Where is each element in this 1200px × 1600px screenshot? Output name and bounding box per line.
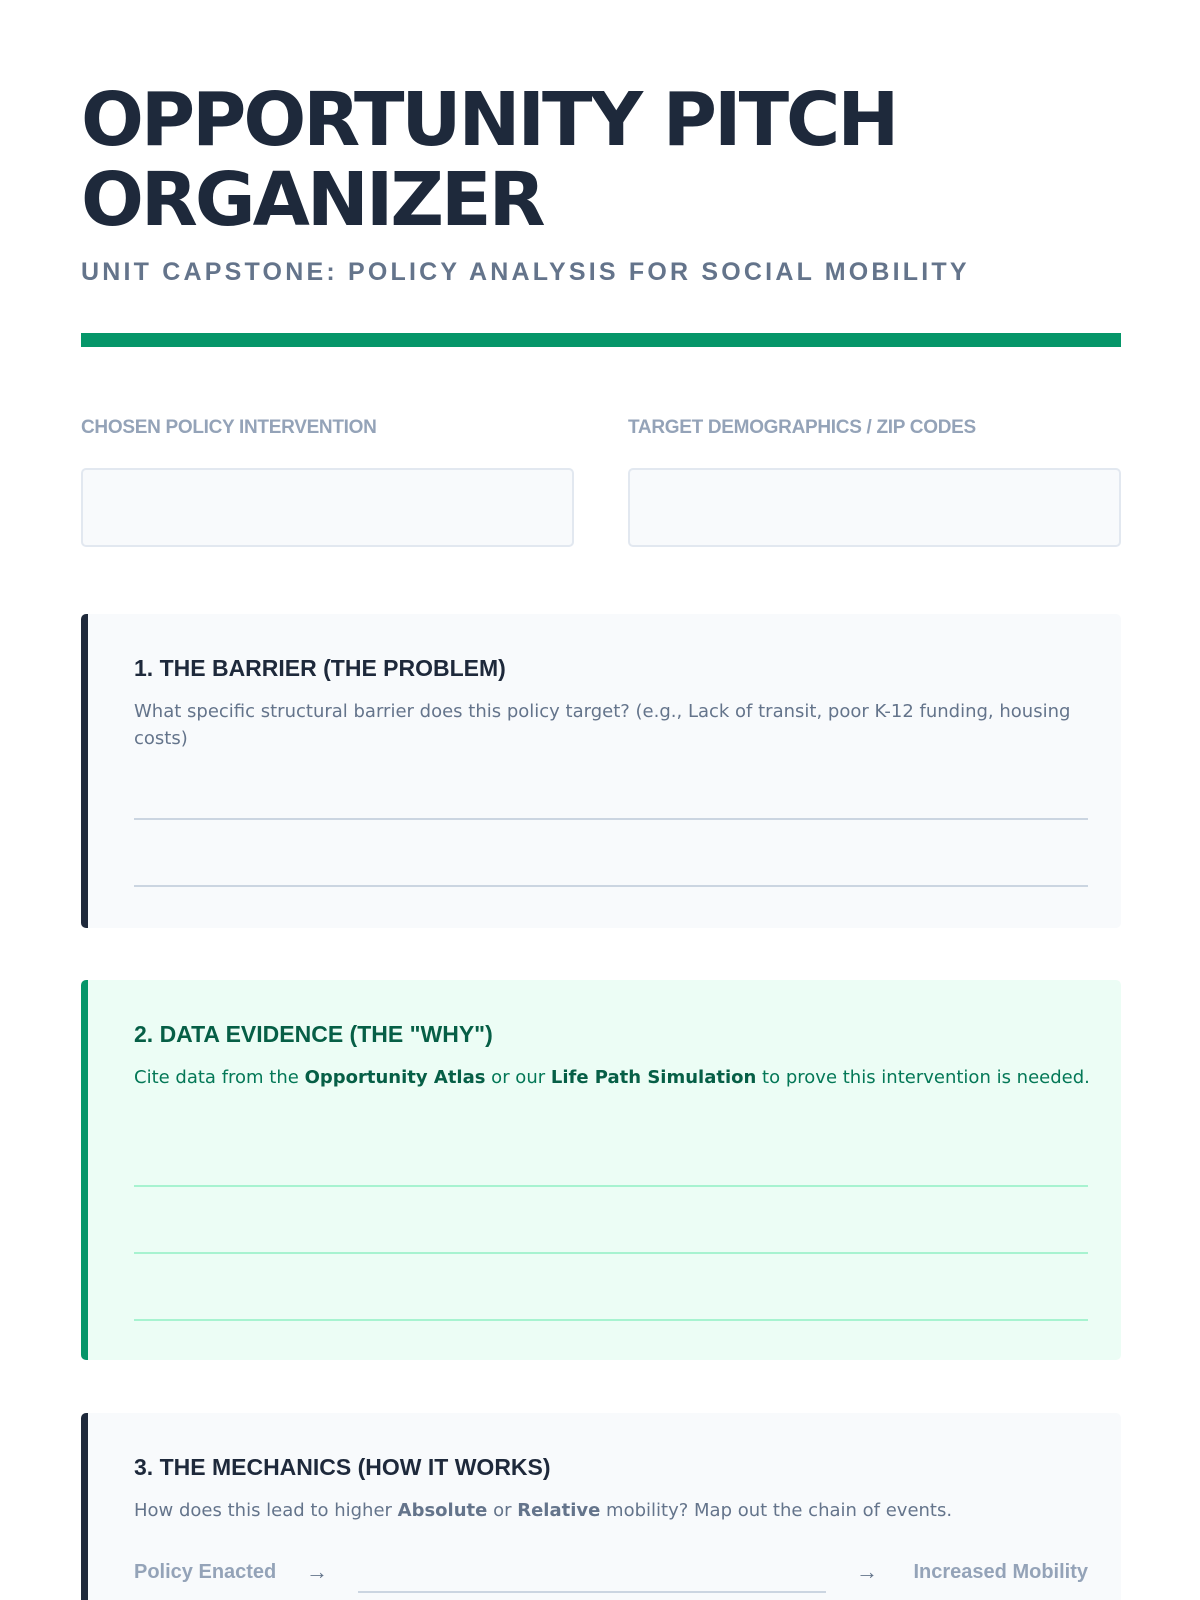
evidence-source-simulation: Life Path Simulation <box>550 1067 757 1088</box>
evidence-description: Cite data from the Opportunity Atlas or our Life Path Simulation to prove this intervention is needed. <box>134 1067 1090 1088</box>
evidence-writing-line-3[interactable] <box>134 1319 1088 1321</box>
policy-field-group <box>81 416 574 547</box>
section-evidence <box>81 980 1121 1360</box>
mechanics-flow-chain <box>134 1559 1088 1593</box>
mechanics-description: How does this lead to higher Absolute or Relative mobility? Map out the chain of events. <box>134 1500 953 1521</box>
section-barrier <box>81 614 1121 928</box>
barrier-description: What specific structural barrier does this policy target? (e.g., Lack of transit, poor K-12 funding, housing costs) <box>134 701 1071 749</box>
barrier-heading: 1. THE BARRIER (THE PROBLEM) <box>134 655 506 681</box>
flow-start-label: Policy Enacted <box>134 1561 277 1583</box>
arrow-right-icon: → <box>306 1559 328 1584</box>
target-field-label: TARGET DEMOGRAPHICS / ZIP CODES <box>628 417 976 438</box>
target-input-box[interactable] <box>628 468 1121 547</box>
flow-end-label: Increased Mobility <box>913 1561 1088 1583</box>
page-subtitle: UNIT CAPSTONE: POLICY ANALYSIS FOR SOCIAL MOBILITY <box>81 258 970 286</box>
evidence-writing-line-1[interactable] <box>134 1185 1088 1187</box>
evidence-heading: 2. DATA EVIDENCE (THE "WHY") <box>134 1021 493 1047</box>
policy-input-box[interactable] <box>81 468 574 547</box>
header-divider <box>81 333 1121 347</box>
target-field-group <box>628 416 1121 547</box>
policy-field-label: CHOSEN POLICY INTERVENTION <box>81 417 377 438</box>
section-mechanics <box>81 1413 1121 1600</box>
page-title: OPPORTUNITY PITCH ORGANIZER <box>81 77 897 243</box>
mechanics-term-absolute: Absolute <box>397 1500 488 1521</box>
barrier-writing-line-2[interactable] <box>134 885 1088 887</box>
barrier-writing-line-1[interactable] <box>134 818 1088 820</box>
mechanics-term-relative: Relative <box>517 1500 601 1521</box>
arrow-right-icon: → <box>856 1559 878 1584</box>
evidence-writing-line-2[interactable] <box>134 1252 1088 1254</box>
mechanics-heading: 3. THE MECHANICS (HOW IT WORKS) <box>134 1454 551 1480</box>
flow-middle-writing-line[interactable] <box>358 1591 826 1593</box>
evidence-source-atlas: Opportunity Atlas <box>304 1067 486 1088</box>
